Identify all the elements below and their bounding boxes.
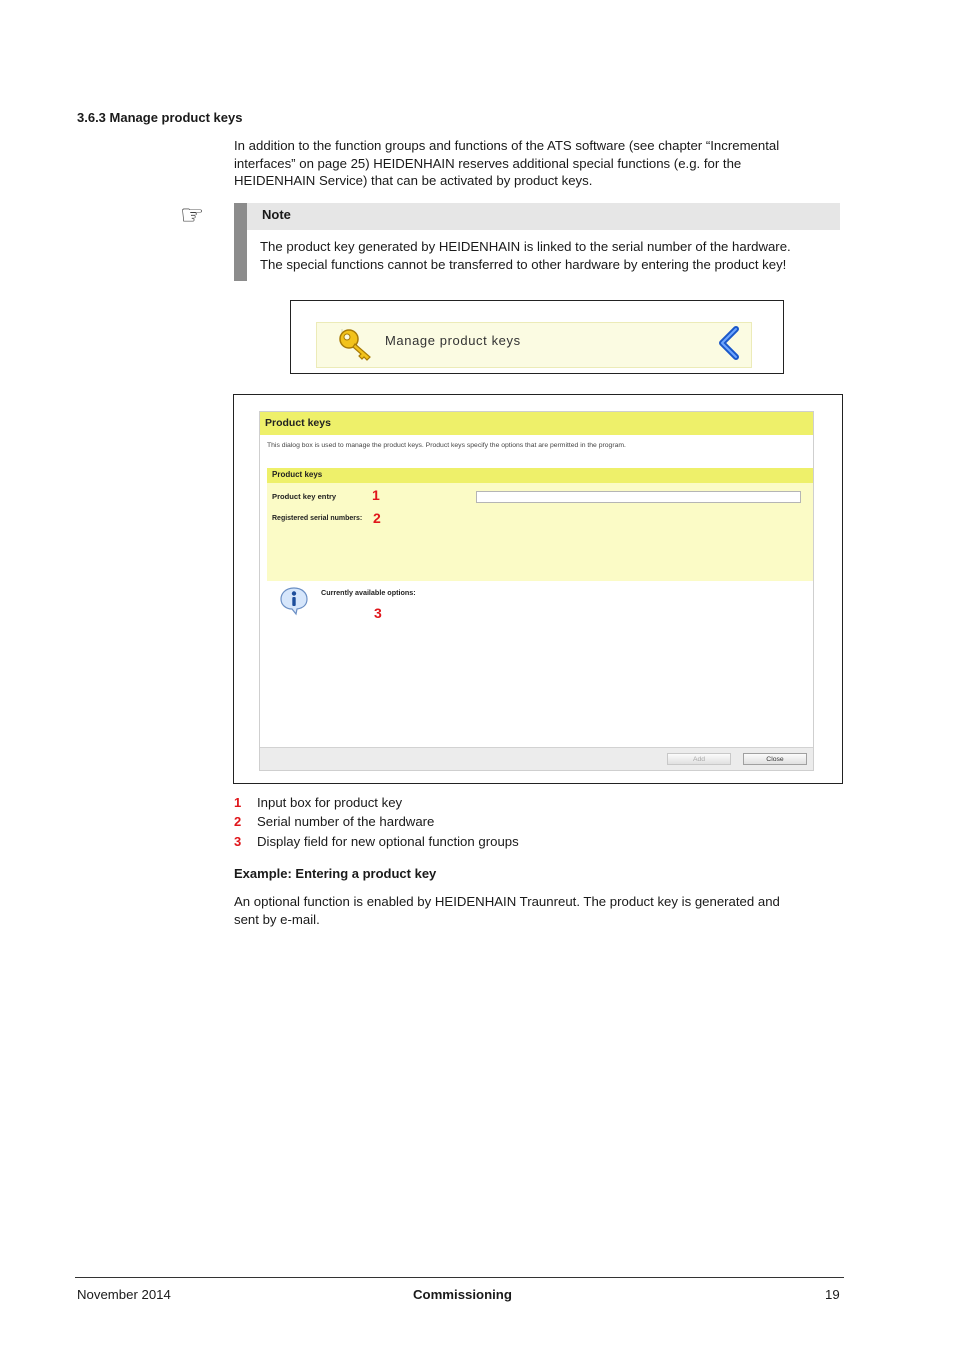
legend-text: Display field for new optional function groups xyxy=(257,834,519,849)
close-button[interactable]: Close xyxy=(743,753,807,765)
footer-rule xyxy=(75,1277,844,1278)
intro-line: HEIDENHAIN Service) that can be activated by product keys. xyxy=(234,173,593,188)
back-arrow-icon[interactable] xyxy=(717,326,741,360)
example-line: An optional function is enabled by HEIDENHAIN Traunreut. The product key is generated and xyxy=(234,894,780,909)
legend-number: 3 xyxy=(234,834,242,849)
page-number: 19 xyxy=(825,1287,840,1302)
dialog-title: Product keys xyxy=(265,417,331,429)
product-key-entry-label: Product key entry xyxy=(272,492,337,501)
key-icon xyxy=(334,325,378,363)
manage-product-keys-label: Manage product keys xyxy=(385,333,521,348)
intro-paragraph xyxy=(234,137,844,190)
example-line: sent by e-mail. xyxy=(234,911,320,927)
note-bar xyxy=(234,203,247,281)
dialog-header xyxy=(260,412,813,435)
legend-number: 1 xyxy=(234,795,242,810)
legend-text: Input box for product key xyxy=(257,795,403,810)
dialog-description: This dialog box is used to manage the product keys. Product keys specify the options that are permitted in the program. xyxy=(267,442,626,449)
product-key-input[interactable] xyxy=(476,491,801,503)
registered-serial-label: Registered serial numbers: xyxy=(272,515,363,522)
info-icon xyxy=(278,586,310,616)
example-heading: Example: Entering a product key xyxy=(234,866,437,881)
manage-product-keys-item[interactable] xyxy=(316,322,752,368)
callout-3: 3 xyxy=(374,605,382,621)
section-heading: 3.6.3 Manage product keys xyxy=(77,110,243,125)
callout-2: 2 xyxy=(373,510,381,526)
available-options-label: Currently available options: xyxy=(321,588,416,597)
panel-header xyxy=(267,468,813,483)
note-line: The special functions cannot be transferred to other hardware by entering the product key! xyxy=(260,257,787,272)
example-paragraph xyxy=(234,893,844,928)
note-line: The product key generated by HEIDENHAIN is linked to the serial number of the hardware. xyxy=(260,239,791,254)
footer-date: November 2014 xyxy=(77,1287,171,1302)
legend-text: Serial number of the hardware xyxy=(257,814,435,829)
intro-line: In addition to the function groups and functions of the ATS software (see chapter “Incremental xyxy=(234,138,780,153)
add-button[interactable]: Add xyxy=(667,753,731,765)
note-header xyxy=(247,203,840,230)
callout-1: 1 xyxy=(372,487,380,503)
intro-line: interfaces” on page 25) HEIDENHAIN reserves additional special functions (e.g. for the xyxy=(234,155,742,171)
pointing-hand-icon: ☞ xyxy=(180,200,205,231)
legend-number: 2 xyxy=(234,814,242,829)
note-text xyxy=(260,238,850,274)
panel-title: Product keys xyxy=(272,470,323,479)
footer-chapter: Commissioning xyxy=(413,1287,512,1302)
note-title: Note xyxy=(262,207,291,222)
